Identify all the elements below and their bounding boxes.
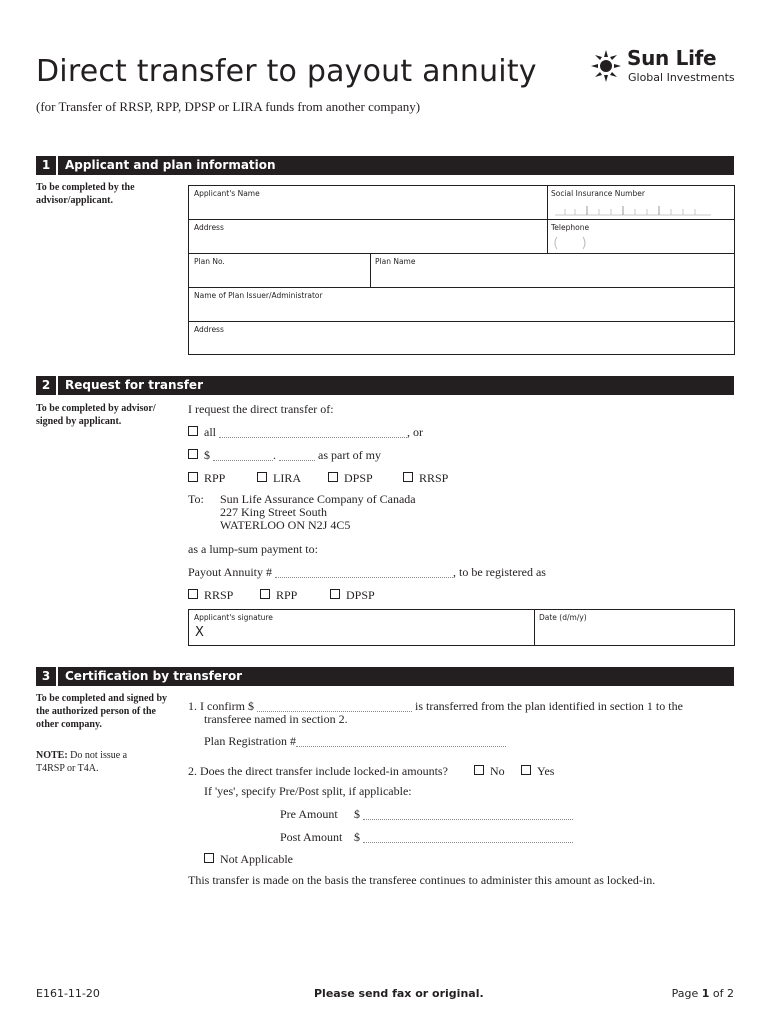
no-label: No xyxy=(490,764,505,778)
section-title: Request for transfer xyxy=(65,378,203,392)
pre-amount-row xyxy=(354,807,573,822)
payout-annuity-label: Payout Annuity # xyxy=(188,565,273,579)
plan-name-label: Plan Name xyxy=(375,257,416,266)
pre-dollar: $ xyxy=(354,807,360,821)
sin-label: Social Insurance Number xyxy=(551,189,645,198)
decimal-dot: . xyxy=(273,448,276,462)
page-prefix: Page xyxy=(671,987,702,1000)
plan-type-option-rrsp[interactable] xyxy=(403,471,448,486)
note-bold: NOTE: xyxy=(36,750,68,761)
post-amount-field[interactable] xyxy=(363,831,573,843)
section-3-note-2 xyxy=(36,749,151,775)
reg-option-rpp[interactable] xyxy=(260,588,297,603)
to-address-line-2: 227 King Street South xyxy=(220,505,327,519)
logo-subtext: Global Investments xyxy=(628,71,735,84)
yes-label: Yes xyxy=(537,764,555,778)
all-row xyxy=(188,425,423,440)
rpp-label: RPP xyxy=(204,471,226,485)
rrsp-label: RRSP xyxy=(419,471,449,485)
registered-as-label: , to be registered as xyxy=(453,565,546,579)
date-label: Date (d/m/y) xyxy=(539,613,587,622)
footer-instruction: Please send fax or original. xyxy=(314,987,484,1000)
reg-option-rrsp[interactable] xyxy=(188,588,233,603)
signature-box xyxy=(188,609,735,646)
logo-text: Sun Life xyxy=(627,46,717,70)
locked-in-question: 2. Does the direct transfer include locked-in amounts? xyxy=(188,764,448,778)
confirm-amount-field[interactable] xyxy=(257,700,412,712)
section-3-header xyxy=(36,667,734,686)
applicant-info-table xyxy=(188,185,735,355)
section-2-note: To be completed by advisor/ signed by applicant. xyxy=(36,403,156,427)
page-suffix: of 2 xyxy=(709,987,734,1000)
form-code: E161-11-20 xyxy=(36,987,100,1000)
page-indicator xyxy=(672,987,734,1000)
all-label: all xyxy=(204,425,216,439)
closing-statement: This transfer is made on the basis the transferee continues to administer this amount as locked-in. xyxy=(188,873,656,887)
pre-amount-field[interactable] xyxy=(363,808,573,820)
as-part-of-label: as part of my xyxy=(318,448,381,462)
plan-reg-field[interactable] xyxy=(296,735,506,747)
payout-row xyxy=(188,565,546,580)
plan-type-option-dpsp[interactable] xyxy=(328,471,373,486)
lira-label: LIRA xyxy=(273,471,301,485)
pre-amount-label: Pre Amount xyxy=(280,807,338,821)
not-applicable-option[interactable] xyxy=(204,852,293,867)
area-code-brackets[interactable] xyxy=(553,236,593,250)
section-number: 3 xyxy=(41,669,51,683)
to-label: To: xyxy=(188,492,204,506)
sun-logo-icon xyxy=(590,48,626,86)
dollar-label: $ xyxy=(204,448,210,462)
telephone-label: Telephone xyxy=(551,223,590,232)
rpp-checkbox[interactable] xyxy=(188,472,198,482)
yes-option[interactable] xyxy=(521,764,554,779)
amount-dollars-field[interactable] xyxy=(213,449,273,461)
section-title: Applicant and plan information xyxy=(65,158,276,172)
applicant-name-label: Applicant's Name xyxy=(194,189,260,198)
section-number: 1 xyxy=(41,158,51,172)
to-address-line-1: Sun Life Assurance Company of Canada xyxy=(220,492,416,506)
not-applicable-checkbox[interactable] xyxy=(204,853,214,863)
to-address-line-3: WATERLOO ON N2J 4C5 xyxy=(220,518,351,532)
plan-reg-row xyxy=(204,734,506,749)
address-label: Address xyxy=(194,223,224,232)
plan-reg-label: Plan Registration # xyxy=(204,734,296,748)
plan-type-option-lira[interactable] xyxy=(257,471,301,486)
signature-label: Applicant's signature xyxy=(194,613,273,622)
issuer-label: Name of Plan Issuer/Administrator xyxy=(194,291,323,300)
transfer-intro: I request the direct transfer of: xyxy=(188,402,334,416)
page-subtitle: (for Transfer of RRSP, RPP, DPSP or LIRA funds from another company) xyxy=(36,99,421,114)
amount-checkbox[interactable] xyxy=(188,449,198,459)
all-checkbox[interactable] xyxy=(188,426,198,436)
amount-row xyxy=(188,448,381,463)
post-amount-row xyxy=(354,830,573,845)
reg-dpsp-checkbox[interactable] xyxy=(330,589,340,599)
address2-label: Address xyxy=(194,325,224,334)
note-text: Do not issue a T4RSP or T4A. xyxy=(36,750,128,774)
confirm-line-2: transferee named in section 2. xyxy=(204,712,348,726)
section-1-header xyxy=(36,156,734,175)
confirm-suffix: is transferred from the plan identified in section 1 to the xyxy=(414,699,683,713)
amount-cents-field[interactable] xyxy=(279,449,315,461)
dpsp-label: DPSP xyxy=(344,471,373,485)
reg-rrsp-label: RRSP xyxy=(204,588,234,602)
reg-rrsp-checkbox[interactable] xyxy=(188,589,198,599)
plan-type-option-rpp[interactable] xyxy=(188,471,225,486)
rrsp-checkbox[interactable] xyxy=(403,472,413,482)
or-label: , or xyxy=(407,425,423,439)
section-3-note: To be completed and signed by the authorized person of the other company. xyxy=(36,693,168,730)
payout-annuity-field[interactable] xyxy=(275,566,453,578)
section-title: Certification by transferor xyxy=(65,669,243,683)
lira-checkbox[interactable] xyxy=(257,472,267,482)
signature-mark[interactable]: X xyxy=(195,625,204,640)
sin-boxes[interactable] xyxy=(555,206,715,216)
lump-sum-text: as a lump-sum payment to: xyxy=(188,542,318,556)
reg-rpp-label: RPP xyxy=(276,588,298,602)
plan-no-label: Plan No. xyxy=(194,257,225,266)
reg-dpsp-label: DPSP xyxy=(346,588,375,602)
reg-rpp-checkbox[interactable] xyxy=(260,589,270,599)
reg-option-dpsp[interactable] xyxy=(330,588,375,603)
no-option[interactable] xyxy=(474,764,505,779)
section-1-note: To be completed by the advisor/applicant. xyxy=(36,182,135,206)
all-field[interactable] xyxy=(219,426,407,438)
page-current: 1 xyxy=(701,987,710,1000)
page-title: Direct transfer to payout annuity xyxy=(36,54,537,89)
post-dollar: $ xyxy=(354,830,360,844)
not-applicable-label: Not Applicable xyxy=(220,852,293,866)
yes-checkbox[interactable] xyxy=(521,765,531,775)
section-number: 2 xyxy=(41,378,51,392)
dpsp-checkbox[interactable] xyxy=(328,472,338,482)
if-yes-text: If 'yes', specify Pre/Post split, if applicable: xyxy=(204,784,412,798)
confirm-prefix: 1. I confirm $ xyxy=(188,699,254,713)
section-2-header xyxy=(36,376,734,395)
post-amount-label: Post Amount xyxy=(280,830,343,844)
no-checkbox[interactable] xyxy=(474,765,484,775)
